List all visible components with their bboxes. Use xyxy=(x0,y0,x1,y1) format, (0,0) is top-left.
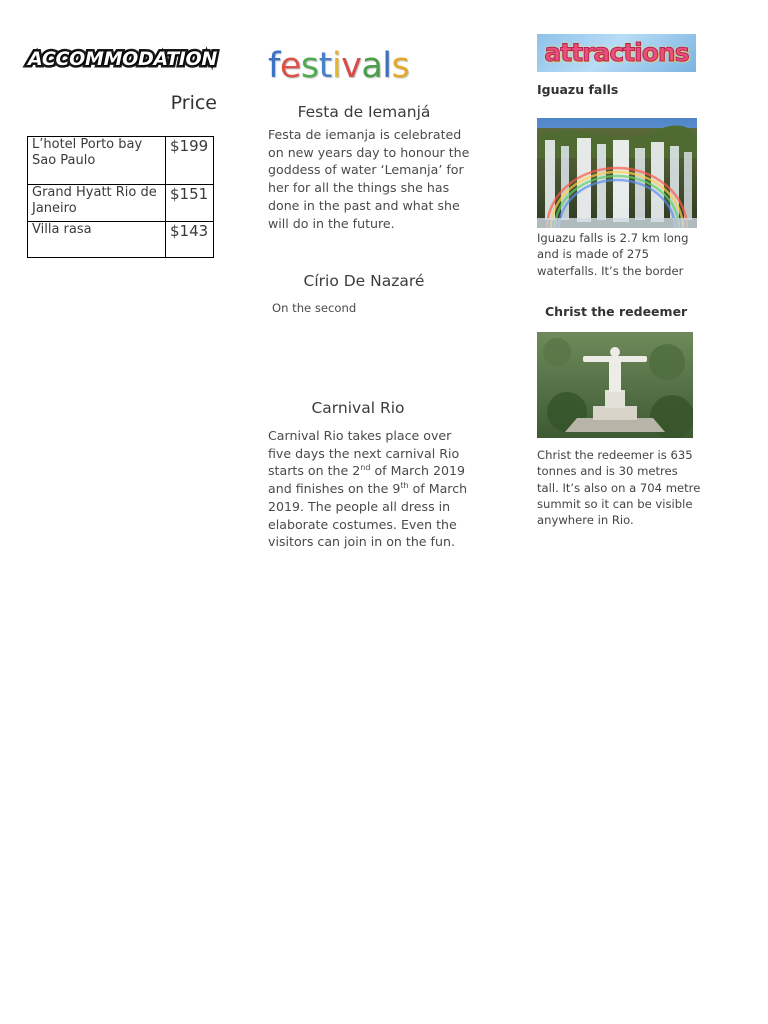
logo-letter: l xyxy=(382,46,392,86)
festival-title: Carnival Rio xyxy=(311,399,405,417)
logo-letter: i xyxy=(331,46,342,86)
table-row xyxy=(28,137,214,185)
statue-photo xyxy=(537,332,693,438)
statue-image xyxy=(537,332,693,438)
ordinal-suffix: th xyxy=(400,480,409,490)
festivals-logo xyxy=(268,44,409,88)
hotel-price: $199 xyxy=(166,137,214,185)
table-row xyxy=(28,222,214,258)
hotel-name: L’hotel Porto bay Sao Paulo xyxy=(28,137,166,185)
attraction-description: Iguazu falls is 2.7 km long and is made of 275 waterfalls. It’s the border xyxy=(537,231,689,278)
attractions-logo-text: attractions xyxy=(544,38,689,67)
festival-description: Festa de iemanja is celebrated on new years day to honour the goddess of water ‘Lemanja’ for her for all the things she has done in the past and what she will do in the future. xyxy=(268,127,470,231)
text-run: of March 2019 and finishes on the 9 xyxy=(268,463,466,497)
attraction-title: Christ the redeemer xyxy=(545,304,688,319)
price-heading: Price xyxy=(170,92,217,114)
logo-letter: v xyxy=(341,46,362,86)
text-run: Carnival Rio takes place over five days the next carnival Rio starts on the 2 xyxy=(268,428,460,479)
table-row xyxy=(28,185,214,222)
logo-letter: e xyxy=(279,46,301,86)
ordinal-suffix: nd xyxy=(360,463,371,473)
logo-letter: f xyxy=(268,46,280,86)
festival-description: On the second xyxy=(272,301,357,315)
festival-title: Festa de Iemanjá xyxy=(297,103,431,121)
hotel-name: Villa rasa xyxy=(28,222,166,258)
logo-letter: s xyxy=(391,46,410,86)
text-run: of March 2019. The people all dress in elaborate costumes. Even the visitors can join in on the fun. xyxy=(268,481,468,550)
festival-description xyxy=(268,427,472,551)
logo-letter: s xyxy=(300,46,319,86)
accommodation-table xyxy=(27,136,214,258)
hotel-name: Grand Hyatt Rio de Janeiro xyxy=(28,185,166,222)
hotel-price: $143 xyxy=(166,222,214,258)
waterfall-image xyxy=(537,118,697,228)
attraction-description: Christ the redeemer is 635 tonnes and is 30 metres tall. It’s also on a 704 metre summit so it can be visible anywhere in Rio. xyxy=(537,448,701,528)
waterfall-photo xyxy=(537,118,697,228)
logo-letter: t xyxy=(318,46,332,86)
attractions-logo xyxy=(537,34,696,72)
logo-letter: a xyxy=(361,46,383,86)
accommodation-logo: ACCOMMODATION xyxy=(28,48,217,70)
attraction-title: Iguazu falls xyxy=(537,82,619,97)
festival-title: Círio De Nazaré xyxy=(303,272,425,290)
hotel-price: $151 xyxy=(166,185,214,222)
